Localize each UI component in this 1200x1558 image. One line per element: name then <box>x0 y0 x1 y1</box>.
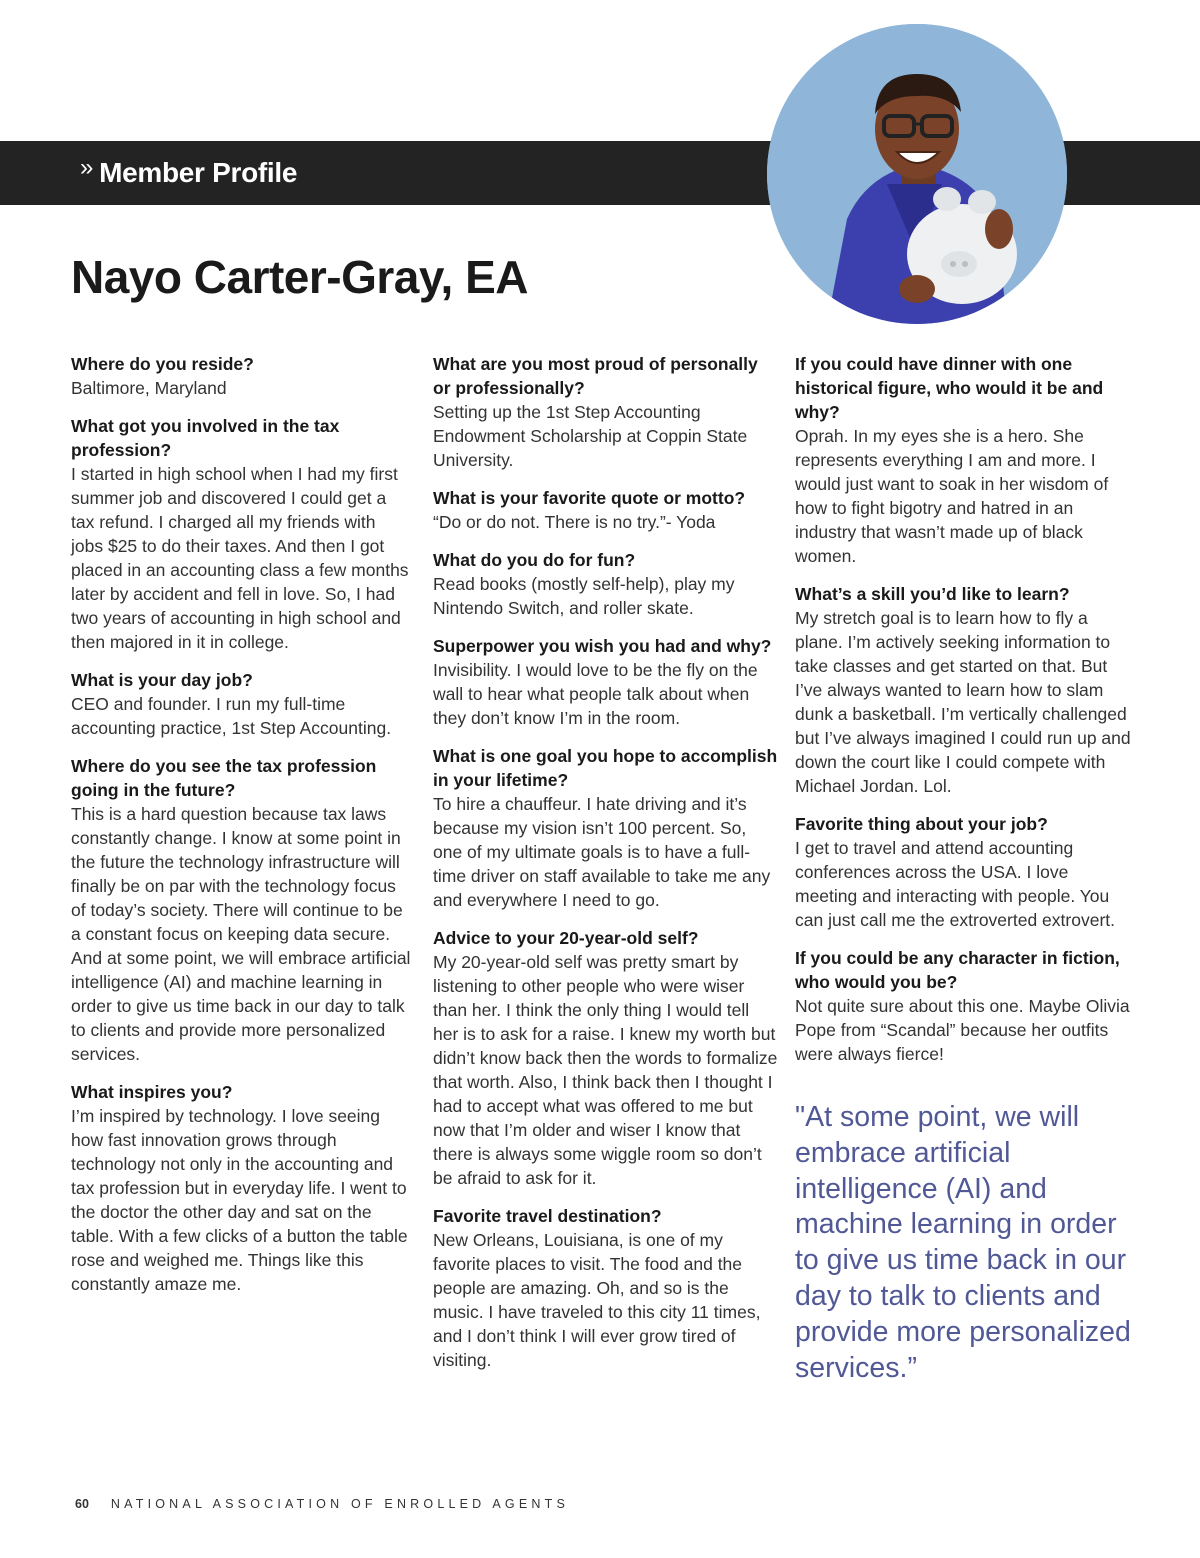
question: Favorite travel destination? <box>433 1206 662 1226</box>
answer: Setting up the 1st Step Accounting Endowment Scholarship at Coppin State University. <box>433 402 748 470</box>
answer: This is a hard question because tax laws constantly change. I know at some point in the future the technology infrastructure will finally be on par with the technology focus of today’s society. There will continue to be a constant focus on keeping data secure. And at some point, we will embrace artificial intelligence (AI) and machine learning in order to give us time back in our day to talk to clients and provide more personalized services. <box>71 804 411 1064</box>
qa-item <box>71 668 411 740</box>
profile-photo <box>767 24 1067 324</box>
question: What is one goal you hope to accomplish in your lifetime? <box>433 746 778 790</box>
qa-item <box>71 352 411 400</box>
qa-item <box>433 744 778 912</box>
question: What is your day job? <box>71 670 253 690</box>
qa-item <box>433 352 778 472</box>
pull-quote: "At some point, we will embrace artificial intelligence (AI) and machine learning in order to give us time back in our day to talk to clients and provide more personalized services.” <box>795 1101 1131 1384</box>
answer: CEO and founder. I run my full-time accounting practice, 1st Step Accounting. <box>71 694 392 738</box>
answer: “Do or do not. There is no try.”- Yoda <box>433 512 716 532</box>
qa-item <box>795 946 1135 1066</box>
question: What inspires you? <box>71 1082 233 1102</box>
answer: I’m inspired by technology. I love seeing how fast innovation grows through technology not only in the accounting and tax profession but in everyday life. I went to the doctor the other day and sat on the table. With a few clicks of a button the table rose and weighed me. Things like this constantly amaze me. <box>71 1106 408 1294</box>
question: Where do you reside? <box>71 354 254 374</box>
answer: To hire a chauffeur. I hate driving and it’s because my vision isn’t 100 percent. So, one of my ultimate goals is to have a full-time driver on staff available to take me any and everywhere I need to go. <box>433 794 771 910</box>
answer: My 20-year-old self was pretty smart by listening to other people who were wiser than her. I think the only thing I would tell her is to ask for a raise. I knew my worth but didn’t know back then the words to formalize that worth. Also, I think back then I thought I had to accept what was offered to me but now that I’m older and wiser I know that there is always some wiggle room so don’t be afraid to ask for it. <box>433 952 778 1188</box>
answer: New Orleans, Louisiana, is one of my favorite places to visit. The food and the people are amazing. Oh, and so is the music. I have traveled to this city 11 times, and I don’t think I will ever grow tired of visiting. <box>433 1230 761 1370</box>
answer: Not quite sure about this one. Maybe Olivia Pope from “Scandal” because her outfits were always fierce! <box>795 996 1130 1064</box>
question: If you could be any character in fiction, who would you be? <box>795 948 1120 992</box>
qa-item <box>71 414 411 654</box>
question: Favorite thing about your job? <box>795 814 1048 834</box>
question: What are you most proud of personally or professionally? <box>433 354 758 398</box>
answer: I started in high school when I had my first summer job and discovered I could get a tax refund. I charged all my friends with jobs $25 to do their taxes. And then I got placed in an accounting class a few months later by accident and fell in love. So, I had two years of accounting in high school and then majored in it in college. <box>71 464 409 652</box>
column-right <box>795 352 1135 1080</box>
question: Advice to your 20-year-old self? <box>433 928 699 948</box>
qa-item <box>795 582 1135 798</box>
question: What is your favorite quote or motto? <box>433 488 746 508</box>
page-footer <box>75 1497 569 1511</box>
qa-item <box>71 754 411 1066</box>
section-header <box>80 141 297 205</box>
column-middle <box>433 352 778 1386</box>
question: If you could have dinner with one historical figure, who would it be and why? <box>795 354 1104 422</box>
double-chevron-icon: » <box>80 154 94 181</box>
profile-photo-illustration <box>767 24 1067 324</box>
qa-item <box>433 926 778 1190</box>
answer: I get to travel and attend accounting conferences across the USA. I love meeting and interacting with people. You can just call me the extroverted extrovert. <box>795 838 1115 930</box>
column-left <box>71 352 411 1310</box>
section-title: Member Profile <box>99 157 298 188</box>
qa-item <box>433 1204 778 1372</box>
question: Superpower you wish you had and why? <box>433 636 772 656</box>
answer: My stretch goal is to learn how to fly a plane. I’m actively seeking information to take classes and get started on that. But I’ve always wanted to learn how to slam dunk a basketball. I’m vertically challenged but I’ve always imagined I could run up and down the court like I could compete with Michael Jordan. Lol. <box>795 608 1131 796</box>
qa-item <box>71 1080 411 1296</box>
answer: Baltimore, Maryland <box>71 378 227 398</box>
qa-item <box>795 812 1135 932</box>
question: What got you involved in the tax profession? <box>71 416 340 460</box>
answer: Oprah. In my eyes she is a hero. She represents everything I am and more. I would just want to soak in her wisdom of how to fight bigotry and hatred in an industry that wasn’t made up of black women. <box>795 426 1109 566</box>
answer: Read books (mostly self-help), play my Nintendo Switch, and roller skate. <box>433 574 735 618</box>
profile-name: Nayo Carter-Gray, EA <box>71 251 528 303</box>
page-number: 60 <box>75 1497 89 1511</box>
question: Where do you see the tax profession going in the future? <box>71 756 377 800</box>
question: What do you do for fun? <box>433 550 636 570</box>
question: What’s a skill you’d like to learn? <box>795 584 1070 604</box>
qa-item <box>433 634 778 730</box>
qa-item <box>795 352 1135 568</box>
answer: Invisibility. I would love to be the fly on the wall to hear what people talk about when they don’t know I’m in the room. <box>433 660 758 728</box>
qa-item <box>433 486 778 534</box>
qa-item <box>433 548 778 620</box>
publication-name: NATIONAL ASSOCIATION OF ENROLLED AGENTS <box>110 1497 569 1511</box>
